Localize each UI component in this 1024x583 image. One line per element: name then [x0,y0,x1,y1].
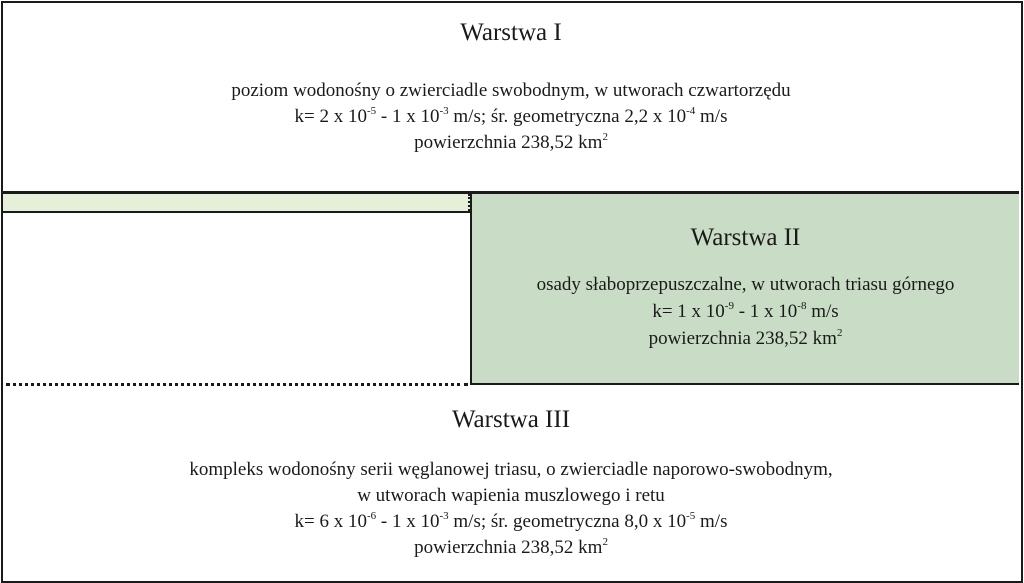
layer-3-box [3,386,1019,579]
layer-2-conductivity: k= 1 x $10^{-9} - 1$ x $10^{-8}$ m/s [652,300,839,322]
layer-2-box [470,194,1019,385]
layer-1-area: powierzchnia 238,52 $km^2$ [414,131,608,153]
layer-1-description: poziom wodonośny o zwierciadle swobodnym, w utworach czwartorzędu [231,80,791,101]
layer-3-area: powierzchnia 238,52 $km^2$ [414,536,608,558]
layer-1-title: Warstwa I [460,19,562,46]
layer-1-box [3,3,1019,191]
layer-2-title: Warstwa II [690,224,801,251]
layer-3-title: Warstwa III [451,406,571,433]
layer-2-description: osady słaboprzepuszczalne, w utworach triasu górnego [536,274,955,295]
layer-3-description-line-1: kompleks wodonośny serii węglanowej triasu, o zwierciadle naporowo-swobodnym, [189,459,833,480]
layer-2-area: powierzchnia 238,52 $km^2$ [648,327,843,349]
layer-3-description-line-2: w utworach wapienia muszlowego i retu [357,485,665,506]
layer-3-conductivity: k= 6 x $10^{-6} - 1$ x $10^{-3}$ m/s; śr. geometryczna 8,0 x $10^{-5}$ m/s [294,510,728,532]
band-lower-boundary [3,211,470,213]
aquitard-thin-band [3,194,470,211]
layer-1-conductivity: k= 2 x $10^{-5} - 1$ x $10^{-3}$ m/s; śr. geometryczna 2,2 x $10^{-4}$ m/s [294,105,728,127]
